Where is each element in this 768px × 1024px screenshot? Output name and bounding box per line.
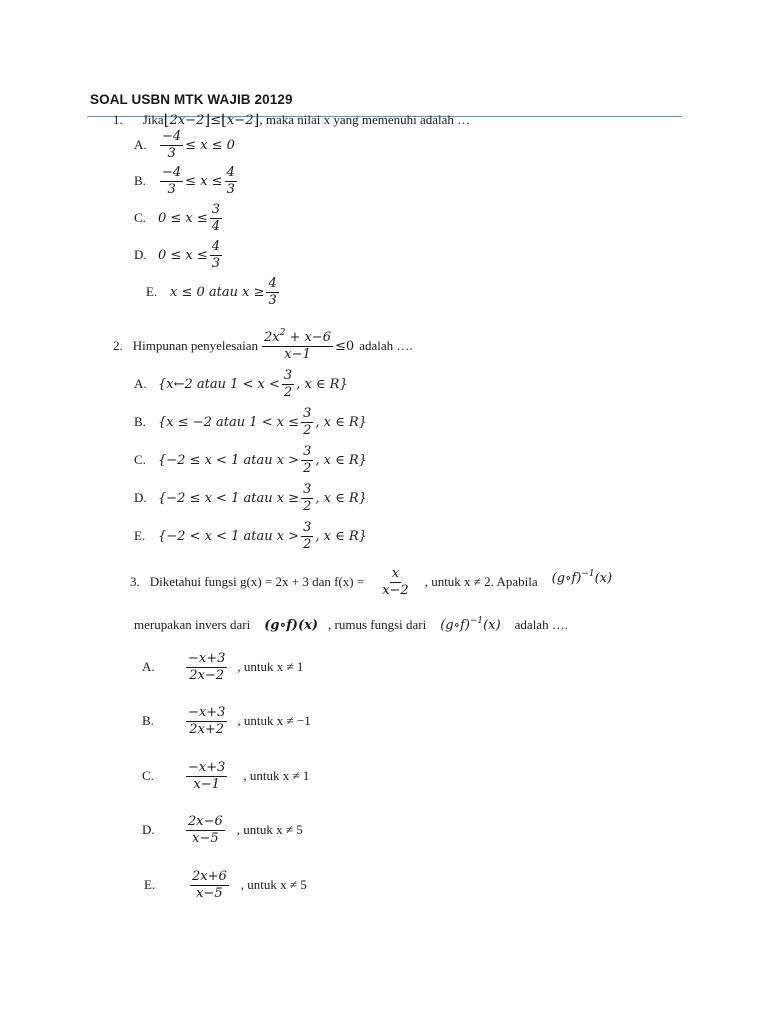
option-label: B. (134, 414, 146, 430)
option-label: C. (134, 210, 146, 226)
option-label: E. (146, 284, 158, 300)
fraction: $\frac{-4}{3}$ (162, 129, 182, 161)
option-label: A. (134, 137, 147, 153)
question-3-text: , rumus fungsi dari (328, 617, 427, 632)
fraction: $\frac{3}{2}$ (303, 444, 312, 476)
option-label: D. (142, 822, 155, 838)
option-text: {−2 < x < 1 atau x > (158, 528, 300, 544)
question-1-expr-b: x−2 (226, 112, 254, 128)
option-1c[interactable] (134, 203, 224, 233)
option-condition: , untuk x ≠ 1 (237, 659, 304, 675)
option-label: B. (142, 713, 154, 729)
option-2c[interactable] (134, 445, 367, 475)
question-3-line-1 (130, 567, 612, 597)
option-text: , x ∈ R} (296, 376, 348, 392)
option-label: A. (142, 659, 155, 675)
option-text: {x←2 atau 1 < x < (158, 376, 280, 392)
inverse-composition: (g∘f)$^{-1}$(x) (551, 568, 613, 586)
option-3b[interactable] (142, 706, 311, 736)
option-3c[interactable] (142, 761, 309, 791)
question-number: 2. (113, 338, 123, 354)
option-label: A. (134, 376, 147, 392)
question-1-expr-a: 2x−2 (169, 112, 205, 128)
fraction: $\frac{2x-6}{x-5}$ (188, 814, 223, 846)
option-label: D. (134, 490, 147, 506)
composition: (g∘f)(x) (264, 617, 319, 633)
fraction: $\frac{-x+3}{x-1}$ (188, 760, 226, 792)
inverse-composition: (g∘f)$^{-1}$(x) (440, 615, 501, 633)
question-3-text: Diketahui fungsi g(x) = 2x + 3 dan f(x) = (149, 574, 365, 590)
option-1e[interactable] (146, 277, 281, 307)
fraction: $\frac{x}{x-2}$ (382, 566, 409, 598)
option-2e[interactable] (134, 521, 367, 551)
fraction: $\frac{3}{2}$ (303, 482, 312, 514)
question-2-suffix: adalah …. (359, 338, 413, 354)
question-1-prefix: Jika (142, 112, 164, 127)
question-3-text: merupakan invers dari (134, 617, 251, 632)
question-1-relation: ≤ (210, 112, 222, 128)
fraction: $\frac{3}{2}$ (283, 368, 293, 400)
option-text: , x ∈ R} (315, 528, 367, 544)
fraction: $\frac{4}{3}$ (211, 239, 221, 271)
option-text: {x ≤ −2 atau 1 < x ≤ (158, 414, 300, 430)
option-3e[interactable] (144, 870, 307, 900)
option-text: {−2 ≤ x < 1 atau x ≥ (158, 490, 300, 506)
option-2b[interactable] (134, 407, 367, 437)
question-3-text: , untuk x ≠ 2. Apabila (424, 574, 538, 590)
option-text: 0 ≤ x ≤ (158, 247, 208, 263)
option-label: C. (134, 452, 146, 468)
question-2-stem (113, 328, 413, 362)
fraction: $\frac{2x+6}{x-5}$ (192, 869, 227, 901)
question-3-text: adalah …. (514, 617, 569, 632)
question-1-stem (113, 111, 470, 129)
floor-bracket-left: ⌊ (221, 111, 227, 129)
option-text: {−2 ≤ x < 1 atau x > (158, 452, 300, 468)
option-2d[interactable] (134, 483, 367, 513)
fraction: $\frac{-x+3}{2x+2}$ (188, 705, 226, 737)
option-text: , x ∈ R} (315, 414, 367, 430)
option-text: x ≤ 0 atau x ≥ (170, 284, 265, 300)
option-3a[interactable] (142, 652, 303, 682)
option-1a[interactable] (134, 130, 235, 160)
option-2a[interactable] (134, 369, 348, 399)
option-text: , x ∈ R} (315, 490, 367, 506)
option-label: E. (144, 877, 156, 893)
option-text: 0 ≤ x ≤ (158, 210, 208, 226)
fraction: $\frac{4}{3}$ (226, 165, 235, 197)
question-2-relation: ≤0 (335, 338, 355, 354)
floor-bracket-right: ⌋ (253, 111, 260, 129)
page-title: SOAL USBN MTK WAJIB 20129 (90, 92, 293, 107)
question-2-prefix: Himpunan penyelesaian (132, 338, 259, 354)
option-label: D. (134, 247, 147, 263)
fraction: $\frac{4}{3}$ (268, 276, 277, 308)
option-1b[interactable] (134, 166, 239, 196)
option-condition: , untuk x ≠ 5 (240, 877, 307, 893)
fraction: $\frac{3}{2}$ (303, 406, 312, 438)
floor-bracket-right: ⌋ (204, 111, 211, 129)
question-3-line-2 (134, 617, 568, 633)
question-1-suffix: , maka nilai x yang memenuhi adalah … (259, 112, 471, 127)
floor-bracket-left: ⌊ (163, 111, 170, 129)
option-condition: , untuk x ≠ 5 (236, 822, 303, 838)
option-condition: , untuk x ≠ 1 (243, 768, 310, 784)
fraction: $\frac{-4}{3}$ (162, 165, 182, 197)
option-text: ≤ x ≤ (185, 173, 223, 189)
fraction: $\frac{2x^2 + x-6}{x-1}$ (264, 328, 332, 362)
fraction: $\frac{3}{2}$ (303, 520, 312, 552)
option-condition: , untuk x ≠ −1 (237, 713, 311, 729)
fraction: $\frac{-x+3}{2x-2}$ (188, 651, 226, 683)
question-number: 3. (130, 574, 140, 590)
option-1d[interactable] (134, 240, 224, 270)
option-label: C. (142, 768, 154, 784)
option-3d[interactable] (142, 815, 303, 845)
option-label: E. (134, 528, 146, 544)
fraction: $\frac{3}{4}$ (211, 202, 221, 234)
question-number: 1. (113, 112, 123, 127)
option-text: , x ∈ R} (315, 452, 367, 468)
option-label: B. (134, 173, 146, 189)
option-text: ≤ x ≤ 0 (185, 137, 235, 153)
